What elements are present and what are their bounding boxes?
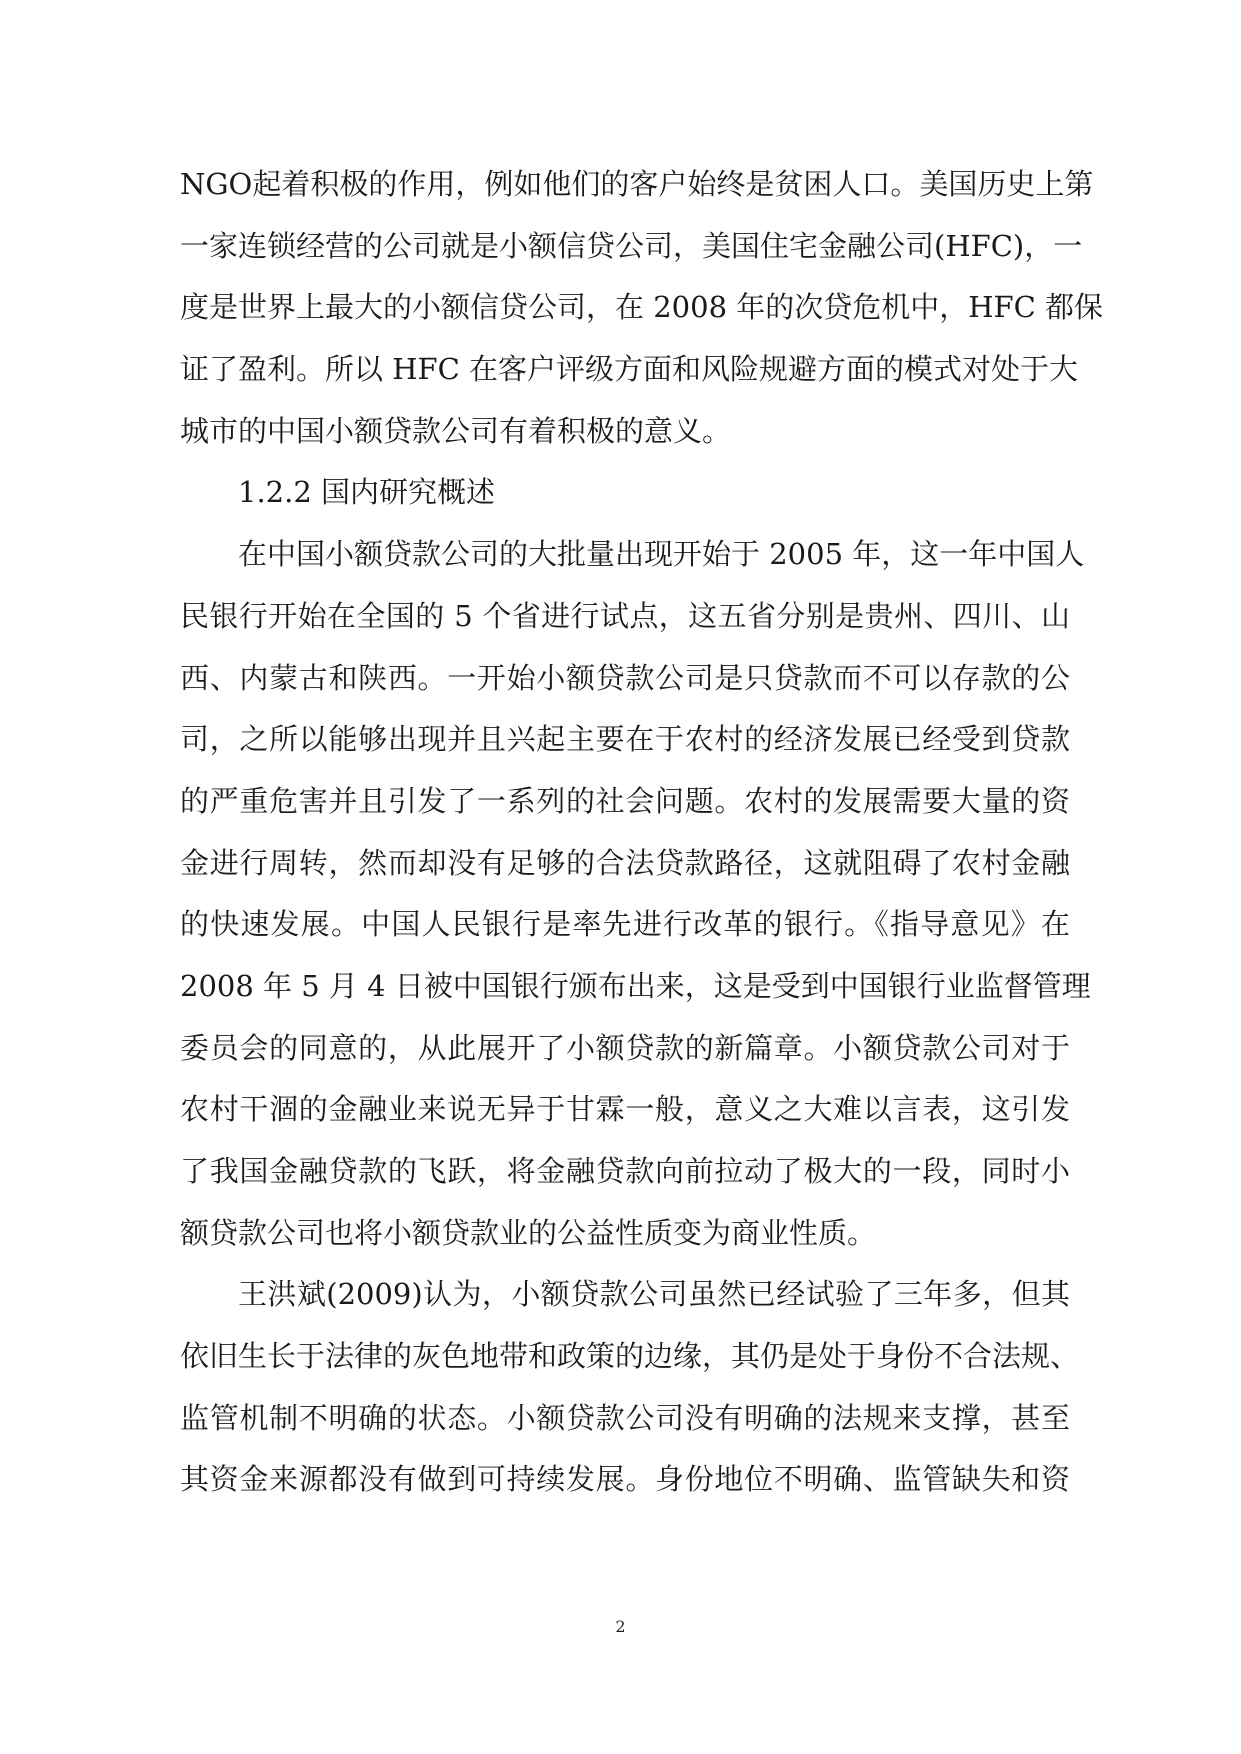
text-line: 1.2.2 国内研究概述 bbox=[238, 475, 496, 510]
text-line: 司，之所以能够出现并且兴起主要在于农村的经济发展已经受到贷款 bbox=[180, 722, 1070, 757]
text-line: 农村干涸的金融业来说无异于甘霖一般，意义之大难以言表，这引发 bbox=[180, 1092, 1070, 1127]
text-line: 度是世界上最大的小额信贷公司，在 2008 年的次贷危机中，HFC 都保 bbox=[180, 290, 1104, 325]
text-line: 城市的中国小额贷款公司有着积极的意义。 bbox=[180, 413, 732, 448]
body-text bbox=[180, 154, 1104, 1511]
text-line: 委员会的同意的，从此展开了小额贷款的新篇章。小额贷款公司对于 bbox=[180, 1030, 1070, 1065]
paragraph-wang-hongbin bbox=[180, 1264, 1080, 1511]
text-line: 额贷款公司也将小额贷款业的公益性质变为商业性质。 bbox=[180, 1215, 877, 1250]
text-line: 其资金来源都没有做到可持续发展。身份地位不明确、监管缺失和资 bbox=[180, 1462, 1070, 1497]
text-line: 监管机制不明确的状态。小额贷款公司没有明确的法规来支撑，甚至 bbox=[180, 1400, 1070, 1435]
text-line: 西、内蒙古和陕西。一开始小额贷款公司是只贷款而不可以存款的公 bbox=[180, 660, 1070, 695]
page-number: 2 bbox=[615, 1617, 626, 1636]
text-line: 了我国金融贷款的飞跃，将金融贷款向前拉动了极大的一段，同时小 bbox=[180, 1154, 1070, 1188]
section-heading bbox=[180, 462, 1070, 524]
paragraph-continuation bbox=[180, 154, 1104, 462]
text-line: 依旧生长于法律的灰色地带和政策的边缘，其仍是处于身份不合法规、 bbox=[180, 1339, 1080, 1374]
text-line: 证了盈利。所以 HFC 在客户评级方面和风险规避方面的模式对处于大 bbox=[180, 352, 1079, 387]
text-line: 在中国小额贷款公司的大批量出现开始于 2005 年，这一年中国人 bbox=[238, 537, 1085, 572]
text-line: 的严重危害并且引发了一系列的社会问题。农村的发展需要大量的资 bbox=[180, 783, 1070, 818]
text-line: 金进行周转，然而却没有足够的合法贷款路径，这就阻碍了农村金融 bbox=[180, 845, 1070, 880]
text-line: 王洪斌(2009)认为，小额贷款公司虽然已经试验了三年多，但其 bbox=[238, 1277, 1070, 1312]
text-line: 的快速发展。中国人民银行是率先进行改革的银行。《指导意见》在 bbox=[180, 907, 1070, 942]
text-line: 2008 年 5 月 4 日被中国银行颁布出来，这是受到中国银行业监督管理 bbox=[180, 968, 1091, 1003]
paragraph-domestic-overview bbox=[180, 524, 1091, 1264]
text-line: 民银行开始在全国的 5 个省进行试点，这五省分别是贵州、四川、山 bbox=[180, 598, 1070, 633]
text-line: 一家连锁经营的公司就是小额信贷公司，美国住宅金融公司(HFC)，一 bbox=[180, 228, 1083, 263]
text-line: NGO起着积极的作用，例如他们的客户始终是贫困人口。美国历史上第 bbox=[180, 167, 1094, 201]
